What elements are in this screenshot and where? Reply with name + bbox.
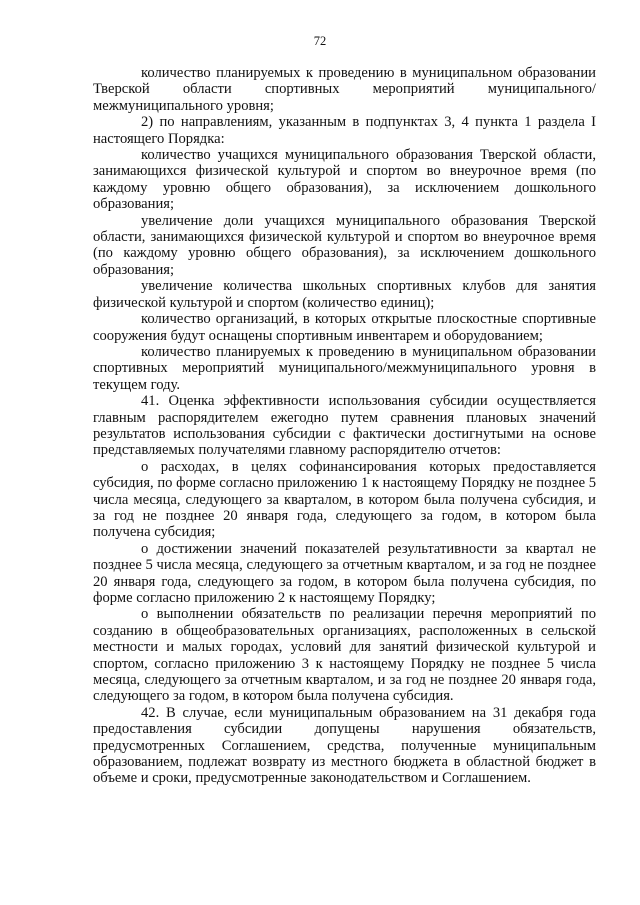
paragraph: о расходах, в целях софинансирования которых предоставляется субсидия, по форме согласно приложению 1 к настоящему Порядку не позднее 5 числа месяца, следующего за кварталом, в котором была получена субсидия, и за год не позднее 20 января года, следующего за годом, в котором была получена субсидия; bbox=[93, 458, 597, 541]
paragraph: 2) по направлениям, указанным в подпунктах 3, 4 пункта 1 раздела I настоящего Порядка: bbox=[93, 114, 596, 147]
paragraph: количество организаций, в которых открытые плоскостные спортивные сооружения будут оснащены спортивным инвентарем и оборудованием; bbox=[93, 311, 596, 344]
paragraph: 41. Оценка эффективности использования субсидии осуществляется главным распорядителем ежегодно путем сравнения плановых значений результатов использования субсидии с фактически достигнутыми на основе представляемых получателями главному распорядителю отчетов: bbox=[93, 393, 596, 459]
page-number: 72 bbox=[313, 34, 327, 48]
paragraph: о достижении значений показателей результативности за квартал не позднее 5 числа месяца, следующего за отчетным кварталом, и за год не позднее 20 января года, следующего за годом, в котором была получена субсидия, по форме согласно приложению 2 к настоящему Порядку; bbox=[93, 540, 596, 606]
paragraph: количество учащихся муниципального образования Тверской области, занимающихся физической культурой и спортом во внеурочное время (по каждому уровню общего образования), за исключением дошкольного образования; bbox=[93, 147, 596, 213]
paragraph: о выполнении обязательств по реализации перечня мероприятий по созданию в общеобразовательных организациях, расположенных в сельской местности и малых городах, условий для занятий физической культурой и спортом, согласно приложению 3 к настоящему Порядку не позднее 5 числа месяца, следующего за отчетным кварталом, и за год не позднее 20 января года, следующего за годом, в котором была получена субсидия. bbox=[93, 606, 596, 705]
document-body bbox=[93, 65, 596, 787]
paragraph: 42. В случае, если муниципальным образованием на 31 декабря года предоставления субсидии допущены нарушения обязательств, предусмотренных Соглашением, средства, полученные муниципальным образованием, подлежат возврату из местного бюджета в областной бюджет в объеме и сроки, предусмотренные законодательством и Соглашением. bbox=[93, 704, 596, 787]
paragraph: увеличение доли учащихся муниципального образования Тверской области, занимающихся физической культурой и спортом во внеурочное время (по каждому уровню общего образования), за исключением дошкольного образования; bbox=[93, 212, 596, 278]
paragraph: количество планируемых к проведению в муниципальном образовании спортивных мероприятий муниципального/межмуниципального уровня в текущем году. bbox=[93, 343, 596, 393]
paragraph: количество планируемых к проведению в муниципальном образовании Тверской области спортивных мероприятий муниципального/межмуниципального уровня; bbox=[93, 65, 596, 114]
paragraph: увеличение количества школьных спортивных клубов для занятия физической культурой и спортом (количество единиц); bbox=[93, 278, 596, 311]
